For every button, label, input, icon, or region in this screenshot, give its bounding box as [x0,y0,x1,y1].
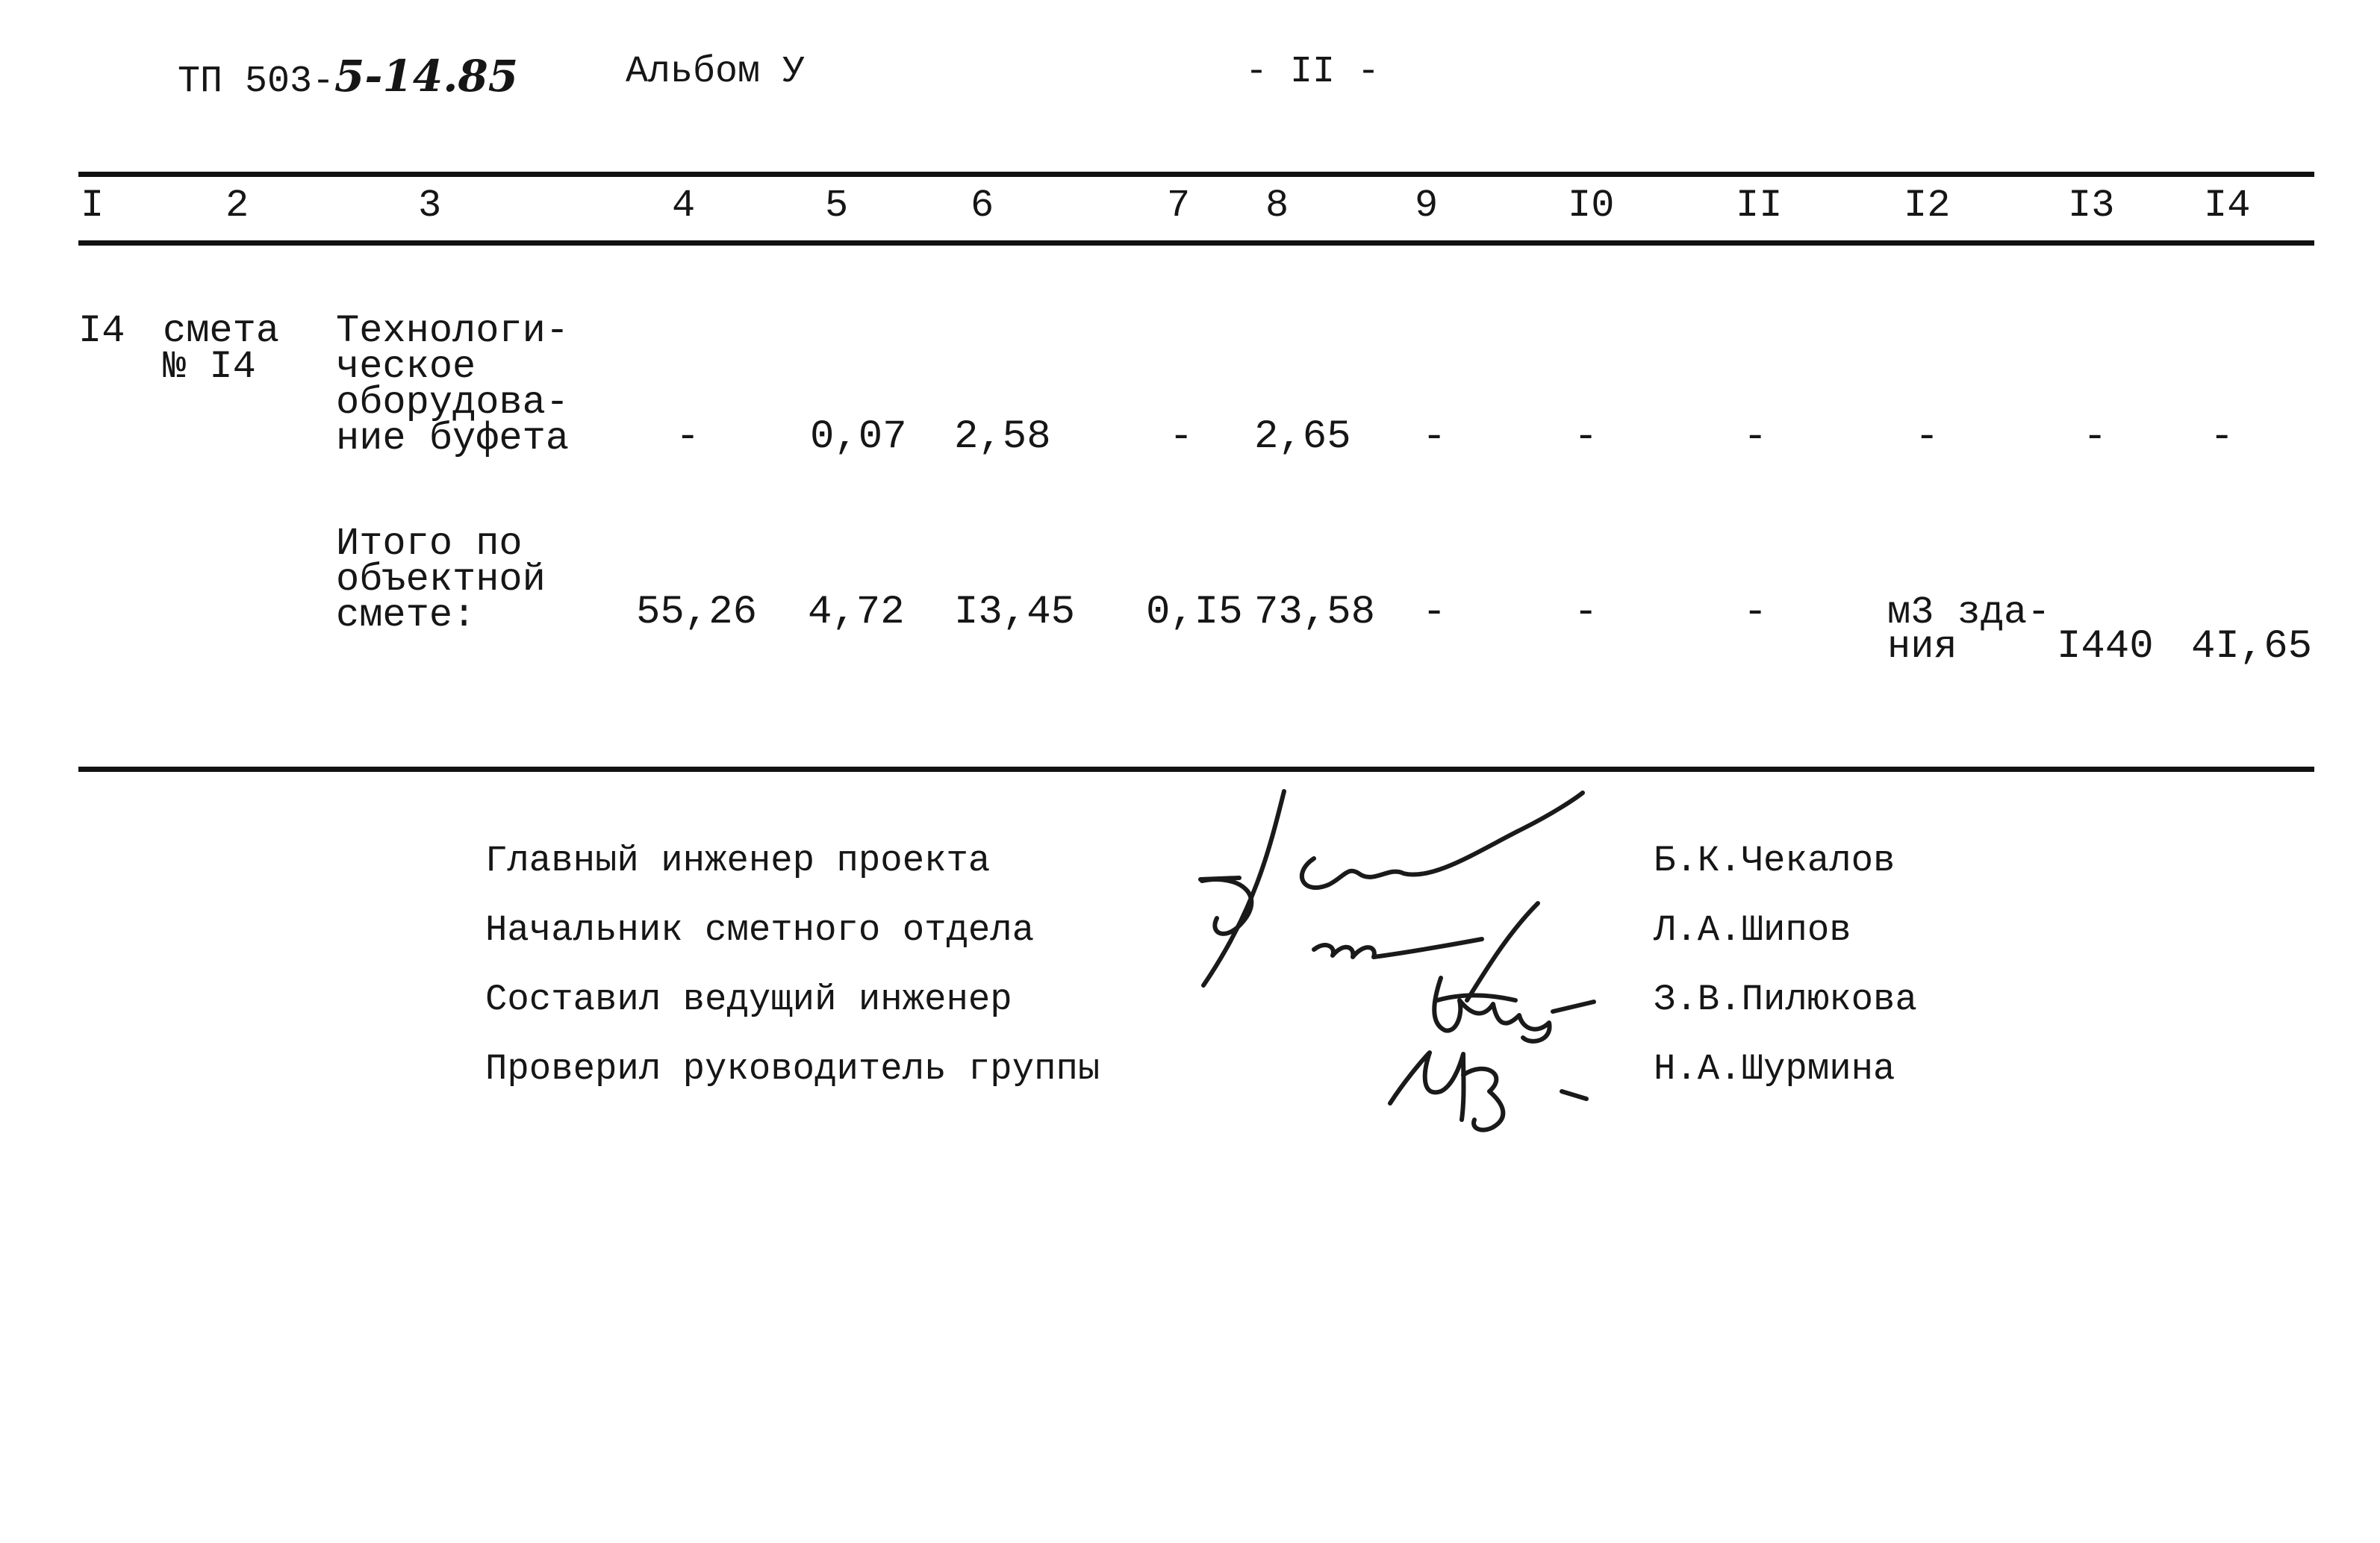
cell-value: I3,45 [954,590,1076,635]
item-name-line: ние буфета [336,417,570,461]
signature-lead-engineer [1434,978,1594,1041]
cell-value: - [1422,414,1447,460]
row-number: I4 [78,309,125,353]
cell-value: I440 [2057,624,2154,670]
column-number: 4 [672,184,696,228]
unit-line: ния [1887,625,1957,669]
signatory-name: Н.А.Шурмина [1654,1048,1895,1090]
signatory-role: Проверил руководитель группы [485,1048,1100,1090]
signatory-role: Главный инженер проекта [485,840,991,882]
column-number: 3 [418,184,442,228]
column-number: I2 [1904,184,1951,228]
column-number: 9 [1415,184,1439,228]
cell-value: - [1574,590,1598,635]
cell-value: 4,72 [808,590,905,635]
cell-value: 73,58 [1254,590,1376,635]
column-number: I3 [2068,184,2115,228]
signatory-name: З.В.Пилюкова [1654,979,1917,1020]
cell-value: - [2083,414,2108,460]
cell-value: - [1169,414,1194,460]
column-number: 6 [971,184,994,228]
unit-line: м3 зда- [1887,590,2051,635]
estimate-doc-line: № I4 [163,345,256,389]
signatory-name: Л.А.Шипов [1654,909,1851,951]
cell-value: 2,65 [1254,414,1351,460]
column-number: I [81,184,105,228]
cell-value: 2,58 [954,414,1051,460]
cell-value: 0,I5 [1146,590,1243,635]
signatory-name: Б.К.Чекалов [1654,840,1895,882]
cell-value: - [1743,414,1768,460]
item-name-line: Итого по [336,522,523,566]
album-label: Альбом У [626,51,806,93]
document-code-printed: ТП 503- [178,60,335,103]
item-name-line: Технологи- [336,309,570,353]
cell-value: 4I,65 [2191,624,2313,670]
column-number: II [1736,184,1783,228]
estimate-doc-line: смета [163,309,280,353]
signature-estimate-head [1314,903,1538,1000]
signature-group-head [1390,1053,1586,1130]
cell-value: - [1915,414,1940,460]
item-name-line: смете: [336,593,476,638]
item-name-line: оборудова- [336,381,570,425]
cell-value: 0,07 [810,414,907,460]
cell-value: - [676,414,700,460]
column-number: 2 [225,184,249,228]
item-name-line: объектной [336,558,546,602]
page-number: - II - [1245,51,1380,93]
item-name-line: ческое [336,345,476,389]
cell-value: - [1574,414,1598,460]
column-number: I4 [2204,184,2251,228]
cell-value: - [1743,590,1768,635]
column-number: I0 [1568,184,1615,228]
cell-value: - [1422,590,1447,635]
signatory-role: Начальник сметного отдела [485,909,1035,951]
column-number: 8 [1265,184,1289,228]
cell-value: 55,26 [636,590,758,635]
document-code-handwritten: 5-14.85 [334,51,519,102]
column-number: 7 [1167,184,1191,228]
column-number: 5 [825,184,849,228]
signatory-role: Составил ведущий инженер [485,979,1012,1020]
cell-value: - [2210,414,2234,460]
